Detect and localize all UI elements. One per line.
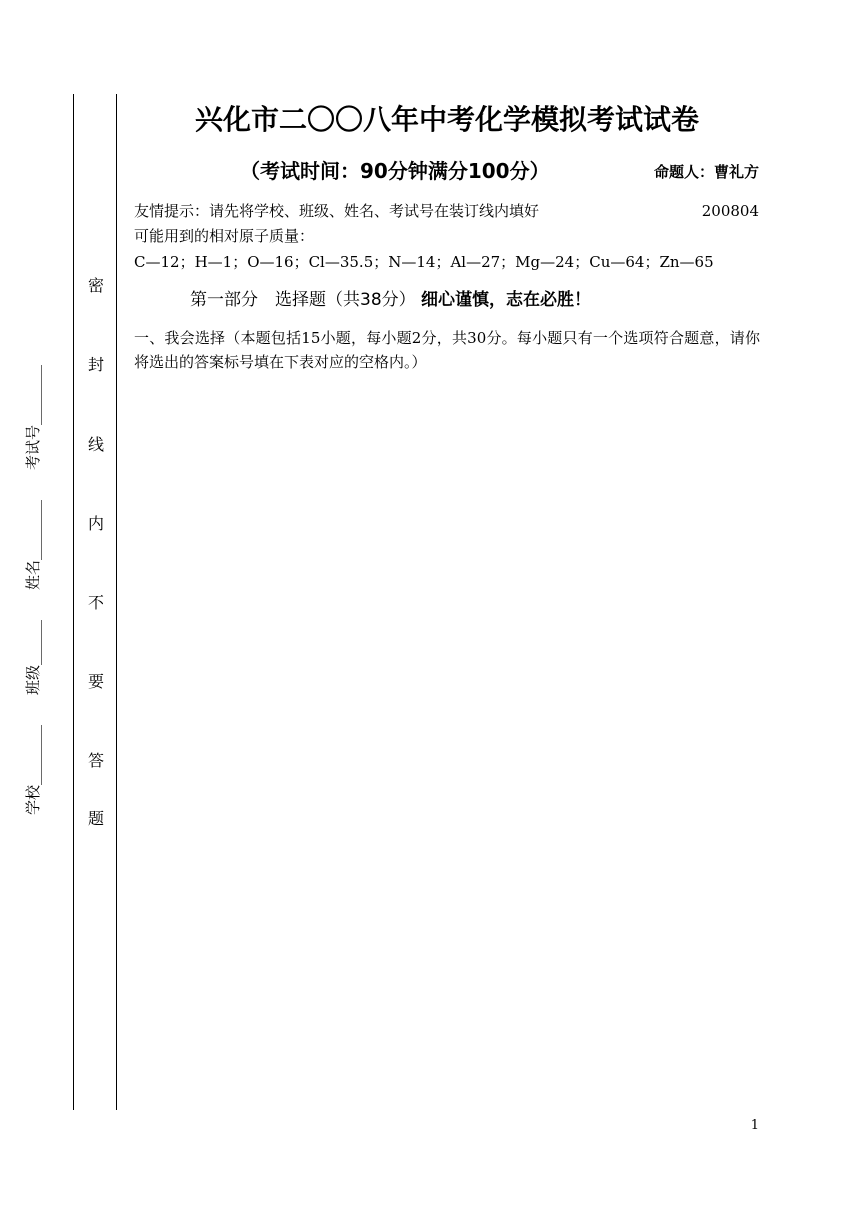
seal-char-3: 线 [87, 435, 104, 454]
seal-char-7: 答 [87, 751, 104, 770]
date-code: 200804 [701, 202, 759, 220]
section-title [190, 287, 591, 313]
seal-char-6: 要 [87, 672, 104, 691]
atomic-mass-list: C—12；H—1；O—16；Cl—35.5；N—14；Al—27；Mg—24；Cu—64；Zn—65 [134, 253, 714, 271]
page-number: 1 [750, 1118, 759, 1133]
binding-fields-strip [21, 290, 45, 890]
exam-title: 兴化市二〇〇八年中考化学模拟考试试卷 [194, 103, 699, 136]
seal-char-4: 内 [87, 514, 104, 533]
binding-line-outer [73, 94, 74, 1110]
question-instruction: 一、我会选择（本题包括15小题，每小题2分，共30分。每小题只有一个选项符合题意，请你将选出的答案标号填在下表对应的空格内。） [134, 329, 760, 371]
exam-author: 命题人：曹礼方 [653, 163, 759, 181]
exam-duration-info: （考试时间：90分钟满分100分） [240, 159, 550, 183]
binding-fields-text: 学校________ 班级______ 姓名________ 考试号________ [24, 364, 42, 816]
seal-char-5: 不 [87, 593, 104, 612]
section-heading: 第一部分 选择题（共38分） [190, 290, 416, 310]
atomic-mass-label: 可能用到的相对原子质量： [134, 227, 315, 245]
seal-char-8: 题 [87, 809, 104, 828]
binding-line-inner [116, 94, 117, 1110]
seal-char-1: 密 [87, 276, 104, 295]
friendly-tip: 友情提示：请先将学校、班级、姓名、考试号在装订线内填好 [134, 202, 540, 220]
seal-char-2: 封 [87, 355, 104, 374]
section-motto: 细心谨慎，志在必胜！ [421, 290, 592, 310]
